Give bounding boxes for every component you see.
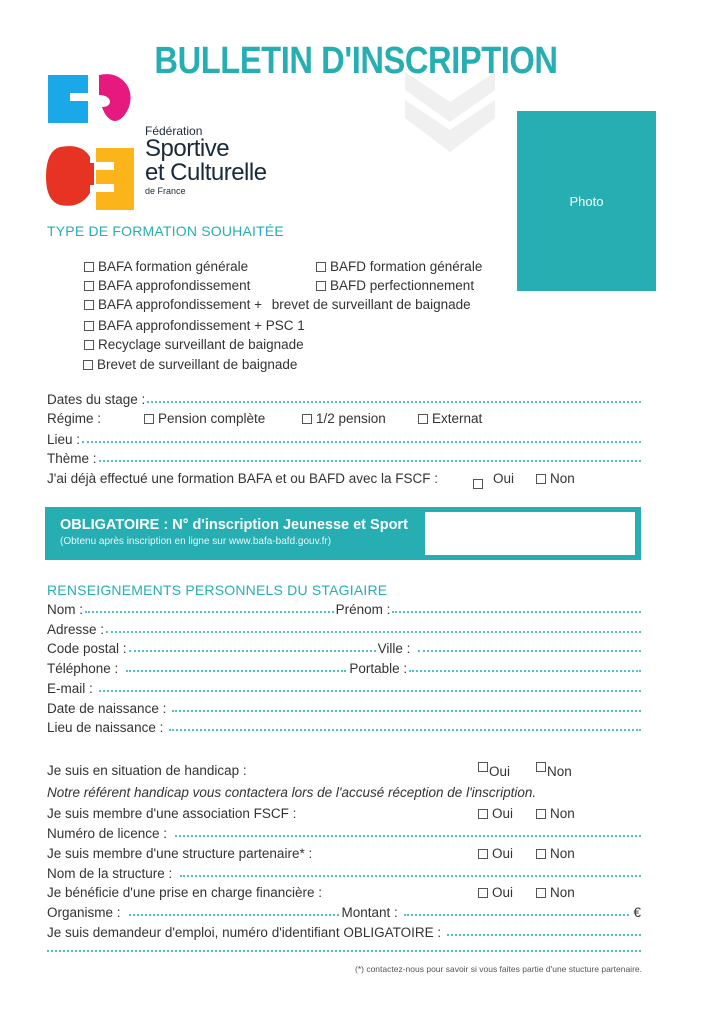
membre-fscf-oui[interactable]: Oui: [478, 806, 513, 821]
theme-input[interactable]: [99, 459, 641, 462]
prise-en-charge-oui[interactable]: Oui: [478, 885, 513, 900]
membre-fscf-label: Je suis membre d'une association FSCF :: [47, 806, 297, 821]
deja-formation-label: J'ai déjà effectué une formation BAFA et ou BAFD avec la FSCF :: [47, 471, 439, 486]
ville-input[interactable]: [418, 649, 641, 652]
nom-structure-input[interactable]: [180, 874, 641, 877]
adresse-input[interactable]: [106, 630, 641, 633]
option-bafa-generale[interactable]: BAFA formation générale: [84, 259, 248, 274]
nom-prenom-row: Nom : Prénom :: [47, 602, 641, 617]
licence-field: Numéro de licence :: [47, 826, 641, 841]
date-naissance-field: Date de naissance :: [47, 701, 641, 716]
option-bafa-appro-psc1[interactable]: BAFA approfondissement + PSC 1: [84, 318, 305, 333]
adresse-field: Adresse :: [47, 622, 641, 637]
lieu-naissance-input[interactable]: [169, 728, 641, 731]
handicap-note: Notre référent handicap vous contactera lors de l'accusé réception de l'inscription.: [47, 785, 537, 800]
regime-pension-complete[interactable]: Pension complète: [144, 411, 265, 426]
handicap-oui[interactable]: Oui: [478, 762, 510, 779]
checkbox[interactable]: [316, 281, 326, 291]
partenaire-oui[interactable]: Oui: [478, 846, 513, 861]
checkbox[interactable]: [302, 414, 312, 424]
regime-externat[interactable]: Externat: [418, 411, 482, 426]
footnote: (*) contactez-nous pour savoir si vous faites partie d'une stucture partenaire.: [355, 964, 642, 974]
membre-partenaire-label: Je suis membre d'une structure partenaire* :: [47, 846, 313, 861]
checkbox[interactable]: [478, 849, 488, 859]
nom-structure-field: Nom de la structure :: [47, 866, 641, 881]
dates-field[interactable]: Dates du stage :: [47, 392, 641, 407]
checkbox[interactable]: [83, 360, 93, 370]
regime-label: Régime :: [47, 411, 102, 426]
euro-symbol: €: [633, 905, 641, 920]
organisme-input[interactable]: [129, 913, 339, 916]
demandeur-emploi-input[interactable]: [447, 933, 641, 936]
organisme-montant-row: Organisme : Montant : €: [47, 905, 641, 920]
deja-oui[interactable]: Oui: [473, 471, 514, 489]
numero-inscription-input[interactable]: [425, 512, 635, 555]
prenom-input[interactable]: [392, 610, 641, 613]
checkbox[interactable]: [473, 479, 483, 489]
logo-text: [145, 125, 267, 196]
theme-field[interactable]: Thème :: [47, 451, 641, 466]
logo-federation: Fédération: [145, 124, 203, 138]
nom-input[interactable]: [85, 610, 334, 613]
checkbox[interactable]: [316, 262, 326, 272]
demandeur-emploi-field: Je suis demandeur d'emploi, numéro d'identifiant OBLIGATOIRE :: [47, 925, 641, 940]
checkbox[interactable]: [478, 809, 488, 819]
dates-input[interactable]: [147, 400, 641, 403]
code-postal-input[interactable]: [129, 649, 376, 652]
regime-demi-pension[interactable]: 1/2 pension: [302, 411, 386, 426]
lieu-field[interactable]: Lieu :: [47, 432, 641, 447]
handicap-label: Je suis en situation de handicap :: [47, 763, 247, 778]
checkbox[interactable]: [536, 809, 546, 819]
demandeur-emploi-input-2[interactable]: [47, 949, 641, 952]
logo-culturelle: et Culturelle: [145, 159, 267, 186]
checkbox[interactable]: [84, 262, 94, 272]
photo-label: Photo: [569, 193, 604, 209]
option-bafd-perfectionnement[interactable]: BAFD perfectionnement: [316, 278, 474, 293]
logo-sportive: Sportive: [145, 135, 230, 162]
checkbox[interactable]: [84, 300, 94, 310]
option-bafa-approfondissement[interactable]: BAFA approfondissement: [84, 278, 250, 293]
checkbox[interactable]: [536, 762, 546, 772]
checkbox[interactable]: [536, 849, 546, 859]
option-bafa-appro-brevet[interactable]: BAFA approfondissement + brevet de surveillant de baignade: [84, 297, 471, 312]
prise-en-charge-non[interactable]: Non: [536, 885, 575, 900]
cp-ville-row: Code postal : Ville :: [47, 641, 641, 656]
membre-fscf-non[interactable]: Non: [536, 806, 575, 821]
section-heading-personnel: RENSEIGNEMENTS PERSONNELS DU STAGIAIRE: [47, 582, 388, 598]
checkbox[interactable]: [84, 321, 94, 331]
lieu-naissance-field: Lieu de naissance :: [47, 720, 641, 735]
handicap-non[interactable]: Non: [536, 762, 572, 779]
telephone-input[interactable]: [126, 669, 346, 672]
checkbox[interactable]: [84, 340, 94, 350]
option-recyclage[interactable]: Recyclage surveillant de baignade: [84, 337, 304, 352]
licence-input[interactable]: [175, 834, 641, 837]
montant-input[interactable]: [404, 913, 630, 916]
demandeur-emploi-extra-line: [47, 944, 641, 956]
section-heading-formation: TYPE DE FORMATION SOUHAITÉE: [47, 223, 284, 239]
option-brevet[interactable]: Brevet de surveillant de baignade: [83, 357, 297, 372]
obligatoire-subtitle: (Obtenu après inscription en ligne sur www.bafa-bafd.gouv.fr): [60, 536, 332, 547]
checkbox[interactable]: [478, 888, 488, 898]
checkbox[interactable]: [478, 762, 488, 772]
checkbox[interactable]: [144, 414, 154, 424]
partenaire-non[interactable]: Non: [536, 846, 575, 861]
date-naissance-input[interactable]: [172, 709, 641, 712]
chevron-watermark-icon: [400, 72, 500, 152]
checkbox[interactable]: [536, 474, 546, 484]
deja-non[interactable]: Non: [536, 471, 575, 486]
checkbox[interactable]: [418, 414, 428, 424]
option-bafd-generale[interactable]: BAFD formation générale: [316, 259, 482, 274]
obligatoire-title: OBLIGATOIRE : N° d'inscription Jeunesse et Sport: [60, 517, 408, 533]
logo-de-france: de France: [145, 186, 186, 196]
page-title: BULLETIN D'INSCRIPTION: [154, 40, 558, 82]
lieu-input[interactable]: [82, 440, 641, 443]
email-field: E-mail :: [47, 681, 641, 696]
portable-input[interactable]: [409, 669, 641, 672]
checkbox[interactable]: [84, 281, 94, 291]
tel-portable-row: Téléphone : Portable :: [47, 661, 641, 676]
photo-placeholder[interactable]: [517, 111, 656, 291]
prise-en-charge-label: Je bénéficie d'une prise en charge financière :: [47, 885, 323, 900]
email-input[interactable]: [99, 689, 641, 692]
checkbox[interactable]: [536, 888, 546, 898]
